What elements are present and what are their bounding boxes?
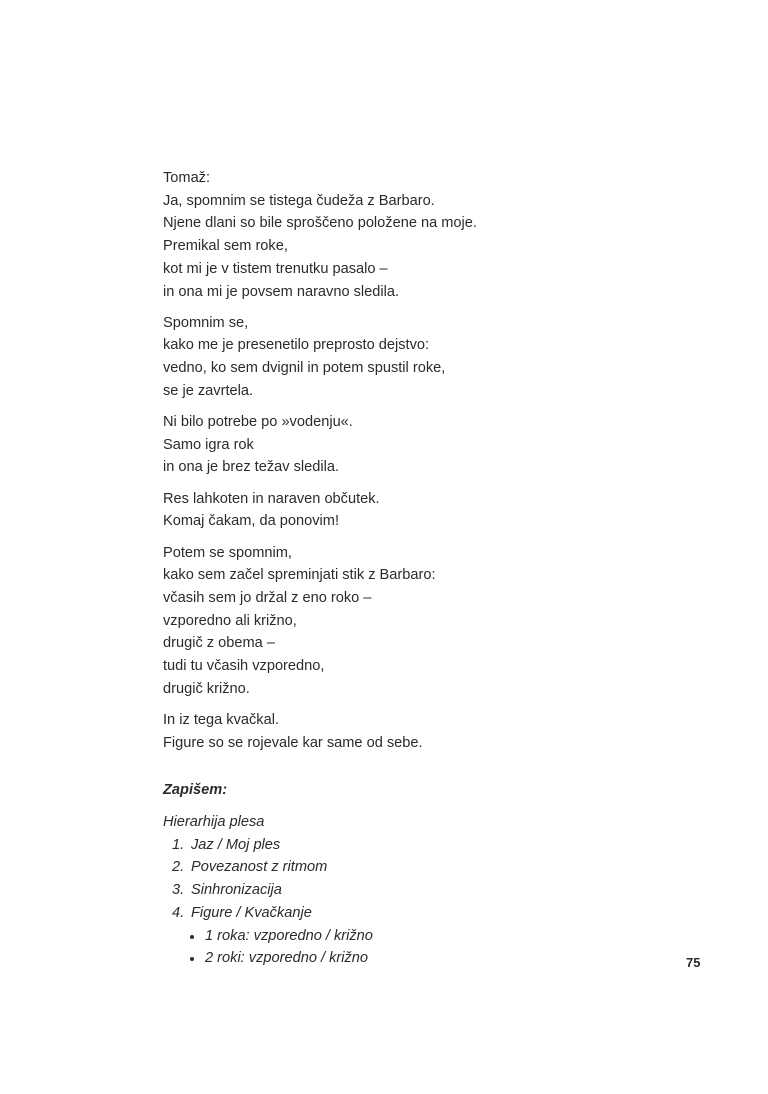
text-line: kako sem začel spreminjati stik z Barbaro: xyxy=(163,567,436,584)
bullet-list xyxy=(163,925,373,970)
text-line: kako me je presenetilo preprosto dejstvo: xyxy=(163,337,430,354)
list-number: 3. xyxy=(172,882,185,899)
list-number: 4. xyxy=(172,904,185,921)
text-line: Samo igra rok xyxy=(163,436,254,453)
text-line: kot mi je v tistem trenutku pasalo – xyxy=(163,260,388,277)
text-line: Njene dlani so bile sproščeno položene na moje. xyxy=(163,215,477,232)
list-number: 2. xyxy=(172,859,185,876)
paragraph xyxy=(163,709,643,754)
text-line: Ni bilo potrebe po »vodenju«. xyxy=(163,414,353,431)
bullet-icon xyxy=(190,935,194,939)
speaker-name: Tomaž: xyxy=(163,170,211,186)
paragraph xyxy=(163,411,643,479)
paragraph xyxy=(163,542,643,701)
bullet-item-text: 1 roka: vzporedno / križno xyxy=(205,927,373,944)
list-item-text: Figure / Kvačkanje xyxy=(191,904,312,921)
text-line: Res lahkoten in naraven občutek. xyxy=(163,490,380,507)
bullet-item xyxy=(163,925,373,948)
list-item-text: Jaz / Moj ples xyxy=(191,836,281,853)
text-line: in ona je brez težav sledila. xyxy=(163,459,340,476)
list-item xyxy=(163,902,373,925)
text-line: vzporedno ali križno, xyxy=(163,612,297,629)
text-line: Figure so se rojevale kar same od sebe. xyxy=(163,734,423,751)
paragraph xyxy=(163,312,643,403)
text-line: Spomnim se, xyxy=(163,314,249,331)
text-line: Potem se spomnim, xyxy=(163,544,292,561)
list-item xyxy=(163,879,373,902)
text-line: vedno, ko sem dvignil in potem spustil roke, xyxy=(163,360,446,377)
text-line: Komaj čakam, da ponovim! xyxy=(163,513,340,530)
text-line: Ja, spomnim se tistega čudeža z Barbaro. xyxy=(163,192,435,209)
text-line: tudi tu včasih vzporedno, xyxy=(163,658,325,675)
notes-title: Hierarhija plesa xyxy=(163,814,265,830)
list-item-text: Povezanost z ritmom xyxy=(191,859,328,876)
page-number: 75 xyxy=(686,955,701,970)
bullet-item xyxy=(163,947,373,970)
list-number: 1. xyxy=(172,836,185,853)
notes-heading: Zapišem: xyxy=(163,782,228,798)
list-item xyxy=(163,856,373,879)
text-line: In iz tega kvačkal. xyxy=(163,711,279,728)
text-line: drugič križno. xyxy=(163,680,250,697)
list-item xyxy=(163,834,373,857)
bullet-item-text: 2 roki: vzporedno / križno xyxy=(205,950,369,967)
bullet-icon xyxy=(190,957,194,961)
list-item-text: Sinhronizacija xyxy=(191,882,282,899)
paragraph xyxy=(163,488,643,533)
text-line: se je zavrtela. xyxy=(163,382,254,399)
paragraph xyxy=(163,190,643,304)
body-text xyxy=(163,167,643,763)
text-line: in ona mi je povsem naravno sledila. xyxy=(163,283,400,300)
text-line: drugič z obema – xyxy=(163,635,275,652)
numbered-list xyxy=(163,834,373,925)
text-line: Premikal sem roke, xyxy=(163,238,288,255)
text-line: včasih sem jo držal z eno roko – xyxy=(163,589,372,606)
notes-block xyxy=(163,811,373,970)
